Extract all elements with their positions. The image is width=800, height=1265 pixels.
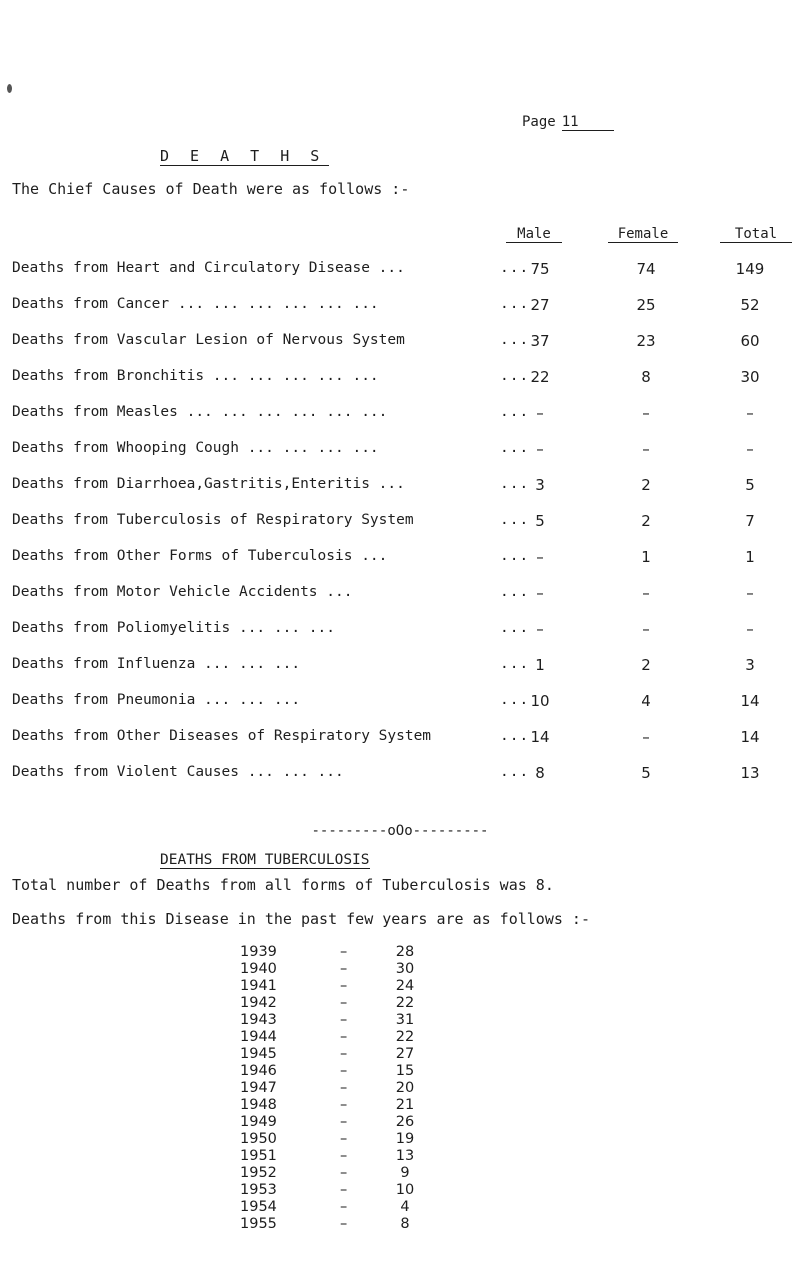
year: 1945 — [240, 1046, 277, 1062]
leader-dots: ... — [500, 692, 530, 708]
cause-label: Deaths from Heart and Circulatory Disease ... — [12, 260, 405, 276]
dash: – — [340, 1097, 348, 1113]
cause-label: Deaths from Other Diseases of Respiratory System — [12, 728, 432, 744]
female-count: 2 — [641, 656, 651, 674]
dash: – — [340, 1165, 348, 1181]
dash: – — [340, 978, 348, 994]
death-count: 21 — [395, 1097, 415, 1113]
year: 1954 — [240, 1199, 277, 1215]
year: 1942 — [240, 995, 277, 1011]
page-number — [522, 114, 614, 131]
death-count: 30 — [395, 961, 415, 977]
cause-row — [0, 296, 800, 320]
total-count: 14 — [740, 692, 760, 710]
female-count: 5 — [641, 764, 651, 782]
cause-row — [0, 656, 800, 680]
total-count: 5 — [745, 476, 755, 494]
male-count: 37 — [530, 332, 550, 350]
death-count: 15 — [395, 1063, 415, 1079]
cause-row — [0, 764, 800, 788]
cause-row — [0, 584, 800, 608]
leader-dots: ... — [500, 728, 530, 744]
year: 1944 — [240, 1029, 277, 1045]
cause-label: Deaths from Motor Vehicle Accidents ... — [12, 584, 353, 600]
year: 1946 — [240, 1063, 277, 1079]
death-count: 19 — [395, 1131, 415, 1147]
year-row — [0, 1046, 800, 1063]
tuberculosis-heading: DEATHS FROM TUBERCULOSIS — [160, 852, 370, 868]
male-count: 22 — [530, 368, 550, 386]
male-count: 5 — [535, 512, 545, 530]
year: 1941 — [240, 978, 277, 994]
year-row — [0, 1165, 800, 1182]
year: 1939 — [240, 944, 277, 960]
death-count: 22 — [395, 995, 415, 1011]
male-count: 75 — [530, 260, 550, 278]
dash: – — [340, 961, 348, 977]
cause-row — [0, 476, 800, 500]
female-count: 23 — [636, 332, 656, 350]
cause-label: Deaths from Cancer ... ... ... ... ... ... — [12, 296, 379, 312]
death-count: 22 — [395, 1029, 415, 1045]
leader-dots: ... — [500, 440, 530, 456]
female-count: – — [642, 728, 650, 746]
female-count: 8 — [641, 368, 651, 386]
total-count: 14 — [740, 728, 760, 746]
death-count: 10 — [395, 1182, 415, 1198]
year: 1952 — [240, 1165, 277, 1181]
leader-dots: ... — [500, 764, 530, 780]
death-count: 26 — [395, 1114, 415, 1130]
female-count: 2 — [641, 476, 651, 494]
dash: – — [340, 1012, 348, 1028]
male-count: – — [536, 440, 544, 458]
dash: – — [340, 995, 348, 1011]
year-row — [0, 978, 800, 995]
female-count: 25 — [636, 296, 656, 314]
year-row — [0, 1131, 800, 1148]
year-row — [0, 1216, 800, 1233]
total-count: 149 — [735, 260, 765, 278]
year: 1953 — [240, 1182, 277, 1198]
year-row — [0, 1182, 800, 1199]
death-count: 8 — [400, 1216, 410, 1232]
cause-row — [0, 620, 800, 644]
tuberculosis-summary: Total number of Deaths from all forms of Tuberculosis was 8. — [12, 876, 554, 894]
cause-row — [0, 728, 800, 752]
cause-label: Deaths from Bronchitis ... ... ... ... ... — [12, 368, 379, 384]
male-column-header: Male — [506, 226, 562, 243]
death-count: 13 — [395, 1148, 415, 1164]
cause-label: Deaths from Diarrhoea,Gastritis,Enteritis ... — [12, 476, 405, 492]
year: 1943 — [240, 1012, 277, 1028]
section-title: D E A T H S — [160, 147, 329, 166]
male-count: 8 — [535, 764, 545, 782]
intro-text: The Chief Causes of Death were as follows :- — [12, 180, 410, 198]
dash: – — [340, 944, 348, 960]
leader-dots: ... — [500, 368, 530, 384]
year-row — [0, 961, 800, 978]
cause-label: Deaths from Vascular Lesion of Nervous System — [12, 332, 405, 348]
cause-label: Deaths from Violent Causes ... ... ... — [12, 764, 344, 780]
cause-label: Deaths from Pneumonia ... ... ... — [12, 692, 301, 708]
death-count: 4 — [400, 1199, 410, 1215]
dash: – — [340, 1114, 348, 1130]
male-count: 14 — [530, 728, 550, 746]
cause-label: Deaths from Other Forms of Tuberculosis ... — [12, 548, 388, 564]
year-row — [0, 1148, 800, 1165]
male-count: – — [536, 548, 544, 566]
year: 1949 — [240, 1114, 277, 1130]
dash: – — [340, 1182, 348, 1198]
male-count: – — [536, 620, 544, 638]
leader-dots: ... — [500, 332, 530, 348]
tuberculosis-intro: Deaths from this Disease in the past few years are as follows :- — [12, 910, 590, 928]
total-count: 3 — [745, 656, 755, 674]
female-count: – — [642, 440, 650, 458]
dash: – — [340, 1029, 348, 1045]
year-row — [0, 1199, 800, 1216]
death-count: 24 — [395, 978, 415, 994]
total-column-header: Total — [720, 226, 792, 243]
female-count: – — [642, 584, 650, 602]
dash: – — [340, 1216, 348, 1232]
year-row — [0, 1097, 800, 1114]
leader-dots: ... — [500, 260, 530, 276]
year: 1951 — [240, 1148, 277, 1164]
dash: – — [340, 1131, 348, 1147]
death-count: 31 — [395, 1012, 415, 1028]
leader-dots: ... — [500, 584, 530, 600]
cause-row — [0, 332, 800, 356]
death-count: 27 — [395, 1046, 415, 1062]
year: 1950 — [240, 1131, 277, 1147]
female-count: 1 — [641, 548, 651, 566]
female-count: 74 — [636, 260, 656, 278]
dash: – — [340, 1080, 348, 1096]
male-count: 1 — [535, 656, 545, 674]
total-count: 13 — [740, 764, 760, 782]
year-row — [0, 1029, 800, 1046]
female-count: – — [642, 620, 650, 638]
year: 1947 — [240, 1080, 277, 1096]
year: 1940 — [240, 961, 277, 977]
dash: – — [340, 1063, 348, 1079]
total-count: – — [746, 584, 754, 602]
scan-mark — [7, 84, 12, 93]
page-label: Page — [522, 114, 556, 130]
cause-label: Deaths from Influenza ... ... ... — [12, 656, 301, 672]
male-count: 3 — [535, 476, 545, 494]
total-count: – — [746, 404, 754, 422]
year: 1955 — [240, 1216, 277, 1232]
year-row — [0, 1063, 800, 1080]
total-count: 30 — [740, 368, 760, 386]
leader-dots: ... — [500, 296, 530, 312]
dash: – — [340, 1046, 348, 1062]
male-count: 10 — [530, 692, 550, 710]
total-count: 60 — [740, 332, 760, 350]
leader-dots: ... — [500, 476, 530, 492]
dash: – — [340, 1148, 348, 1164]
total-count: 1 — [745, 548, 755, 566]
total-count: – — [746, 440, 754, 458]
cause-label: Deaths from Measles ... ... ... ... ... ... — [12, 404, 388, 420]
cause-row — [0, 512, 800, 536]
male-count: – — [536, 404, 544, 422]
year-row — [0, 1080, 800, 1097]
total-count: – — [746, 620, 754, 638]
year-row — [0, 1012, 800, 1029]
year-row — [0, 1114, 800, 1131]
cause-row — [0, 368, 800, 392]
female-column-header: Female — [608, 226, 678, 243]
cause-label: Deaths from Whooping Cough ... ... ... ... — [12, 440, 379, 456]
cause-row — [0, 548, 800, 572]
female-count: – — [642, 404, 650, 422]
cause-row — [0, 692, 800, 716]
leader-dots: ... — [500, 548, 530, 564]
cause-label: Deaths from Tuberculosis of Respiratory System — [12, 512, 414, 528]
leader-dots: ... — [500, 656, 530, 672]
dash: – — [340, 1199, 348, 1215]
female-count: 4 — [641, 692, 651, 710]
leader-dots: ... — [500, 404, 530, 420]
female-count: 2 — [641, 512, 651, 530]
death-count: 9 — [400, 1165, 410, 1181]
leader-dots: ... — [500, 512, 530, 528]
section-separator: ---------oOo--------- — [311, 823, 489, 839]
page-number-value: 11 — [562, 114, 614, 131]
cause-row — [0, 440, 800, 464]
total-count: 7 — [745, 512, 755, 530]
male-count: – — [536, 584, 544, 602]
death-count: 20 — [395, 1080, 415, 1096]
cause-row — [0, 404, 800, 428]
cause-label: Deaths from Poliomyelitis ... ... ... — [12, 620, 336, 636]
leader-dots: ... — [500, 620, 530, 636]
cause-row — [0, 260, 800, 284]
year-row — [0, 995, 800, 1012]
male-count: 27 — [530, 296, 550, 314]
year: 1948 — [240, 1097, 277, 1113]
total-count: 52 — [740, 296, 760, 314]
year-row — [0, 944, 800, 961]
death-count: 28 — [395, 944, 415, 960]
